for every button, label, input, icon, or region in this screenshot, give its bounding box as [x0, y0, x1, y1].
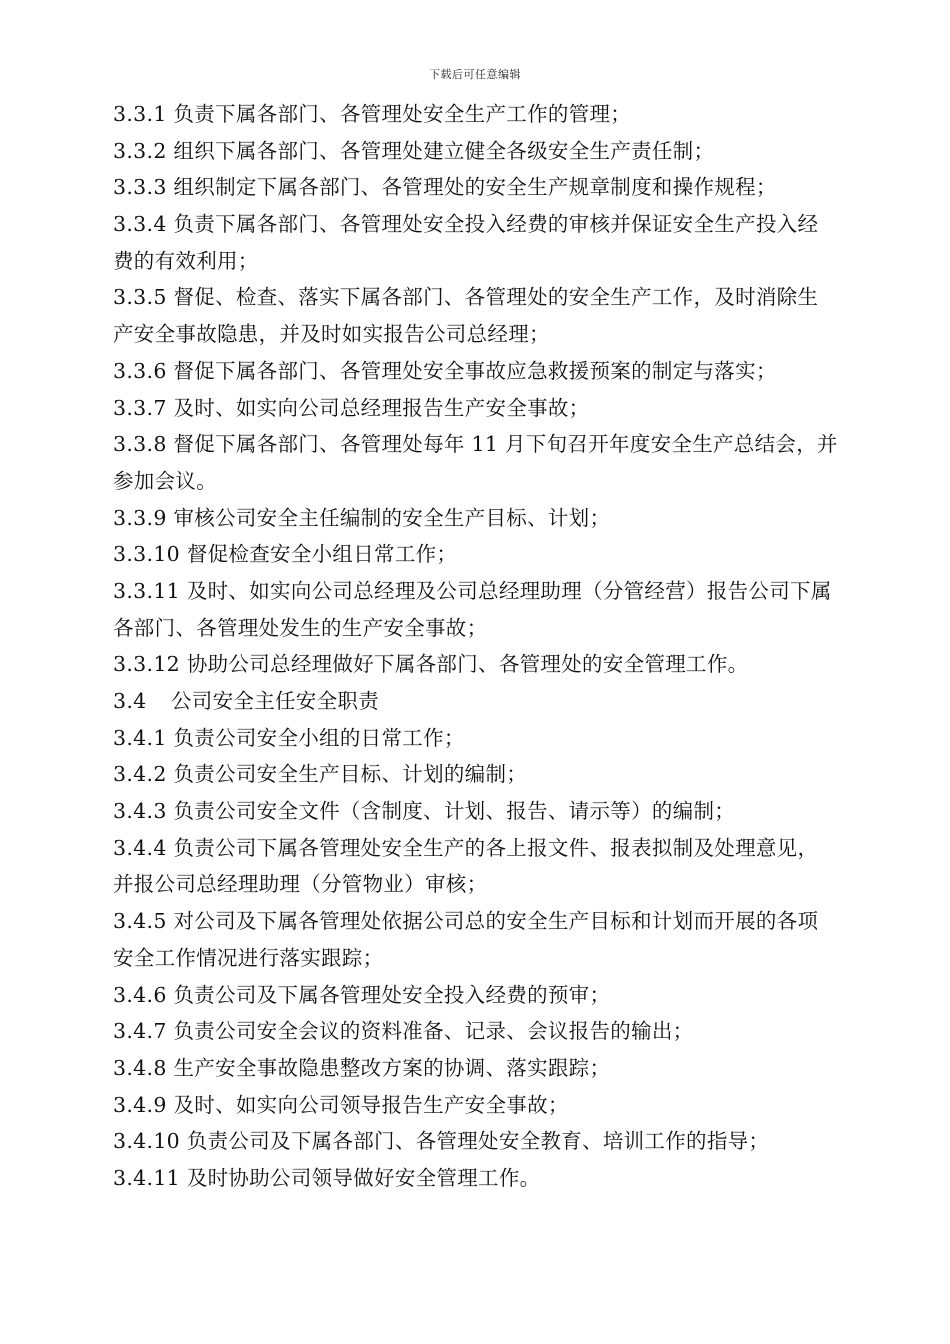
clause-line: 3.4.2 负责公司安全生产目标、计划的编制； [113, 762, 528, 787]
document-body [113, 96, 883, 1197]
clause-line: 3.4.1 负责公司安全小组的日常工作； [113, 725, 465, 750]
clause-3-4-4 [113, 830, 883, 903]
clause-3-4-6 [113, 977, 883, 1014]
clause-line: 3.4.10 负责公司及下属各部门、各管理处安全教育、培训工作的指导； [113, 1129, 770, 1154]
clause-line-continued: 费的有效利用； [113, 248, 259, 273]
page-header-note: 下载后可任意编辑 [429, 68, 521, 81]
clause-3-4-9 [113, 1087, 883, 1124]
clause-3-3-3 [113, 169, 883, 206]
clause-line-continued: 各部门、各管理处发生的生产安全事故； [113, 615, 488, 640]
clause-3-3-7 [113, 390, 883, 427]
clause-3-3-12 [113, 646, 883, 683]
clause-line: 3.3.4 负责下属各部门、各管理处安全投入经费的审核并保证安全生产投入经 [113, 212, 819, 237]
clause-line-continued: 并报公司总经理助理（分管物业）审核； [113, 872, 488, 897]
clause-3-4-8 [113, 1050, 883, 1087]
clause-3-3-2 [113, 133, 883, 170]
clause-line: 3.3.7 及时、如实向公司总经理报告生产安全事故； [113, 395, 590, 420]
clause-3-3-9 [113, 500, 883, 537]
clause-line: 3.3.5 督促、检查、落实下属各部门、各管理处的安全生产工作，及时消除生 [113, 285, 819, 310]
clause-line-continued: 产安全事故隐患，并及时如实报告公司总经理； [113, 322, 550, 347]
clause-line: 3.3.12 协助公司总经理做好下属各部门、各管理处的安全管理工作。 [113, 652, 749, 677]
clause-line: 3.4.5 对公司及下属各管理处依据公司总的安全生产目标和计划而开展的各项 [113, 909, 819, 934]
clause-3-3-4 [113, 206, 883, 279]
clause-3-4-10 [113, 1123, 883, 1160]
clause-3-4-5 [113, 903, 883, 976]
clause-3-4-7 [113, 1013, 883, 1050]
clause-line: 3.3.3 组织制定下属各部门、各管理处的安全生产规章制度和操作规程； [113, 175, 777, 200]
clause-3-4-2 [113, 756, 883, 793]
clause-line: 3.4.6 负责公司及下属各管理处安全投入经费的预审； [113, 982, 611, 1007]
clause-3-3-1 [113, 96, 883, 133]
clause-3-4-3 [113, 793, 883, 830]
section-title: 公司安全主任安全职责 [171, 689, 379, 713]
clause-line: 3.3.1 负责下属各部门、各管理处安全生产工作的管理； [113, 102, 632, 126]
clause-3-3-5 [113, 279, 883, 352]
section-heading [113, 683, 883, 720]
clause-line-continued: 参加会议。 [113, 468, 217, 493]
clause-3-4-11 [113, 1160, 883, 1197]
clause-3-3-10 [113, 536, 883, 573]
clause-line: 3.4.7 负责公司安全会议的资料准备、记录、会议报告的输出； [113, 1019, 694, 1044]
clause-line: 3.4.4 负责公司下属各管理处安全生产的各上报文件、报表拟制及处理意见， [113, 835, 819, 860]
clause-line: 3.3.2 组织下属各部门、各管理处建立健全各级安全生产责任制； [113, 138, 715, 163]
clause-line: 3.3.6 督促下属各部门、各管理处安全事故应急救援预案的制定与落实； [113, 358, 777, 383]
clause-line: 3.4.8 生产安全事故隐患整改方案的协调、落实跟踪； [113, 1055, 611, 1080]
clause-line: 3.3.9 审核公司安全主任编制的安全生产目标、计划； [113, 505, 611, 530]
clause-3-3-11 [113, 573, 883, 646]
clause-line: 3.3.8 督促下属各部门、各管理处每年 11 月下旬召开年度安全生产总结会，并 [113, 432, 838, 457]
clause-3-3-8 [113, 426, 883, 499]
clause-line: 3.4.9 及时、如实向公司领导报告生产安全事故； [113, 1092, 569, 1117]
clause-line: 3.4.3 负责公司安全文件（含制度、计划、报告、请示等）的编制； [113, 799, 736, 824]
clause-line: 3.3.11 及时、如实向公司总经理及公司总经理助理（分管经营）报告公司下属 [113, 578, 832, 603]
clause-line-continued: 安全工作情况进行落实跟踪； [113, 945, 384, 970]
clause-line: 3.4.11 及时协助公司领导做好安全管理工作。 [113, 1165, 541, 1190]
clause-line: 3.3.10 督促检查安全小组日常工作； [113, 542, 458, 567]
clause-3-4-1 [113, 720, 883, 757]
clause-3-3-6 [113, 353, 883, 390]
section-number: 3.4 [113, 689, 147, 713]
